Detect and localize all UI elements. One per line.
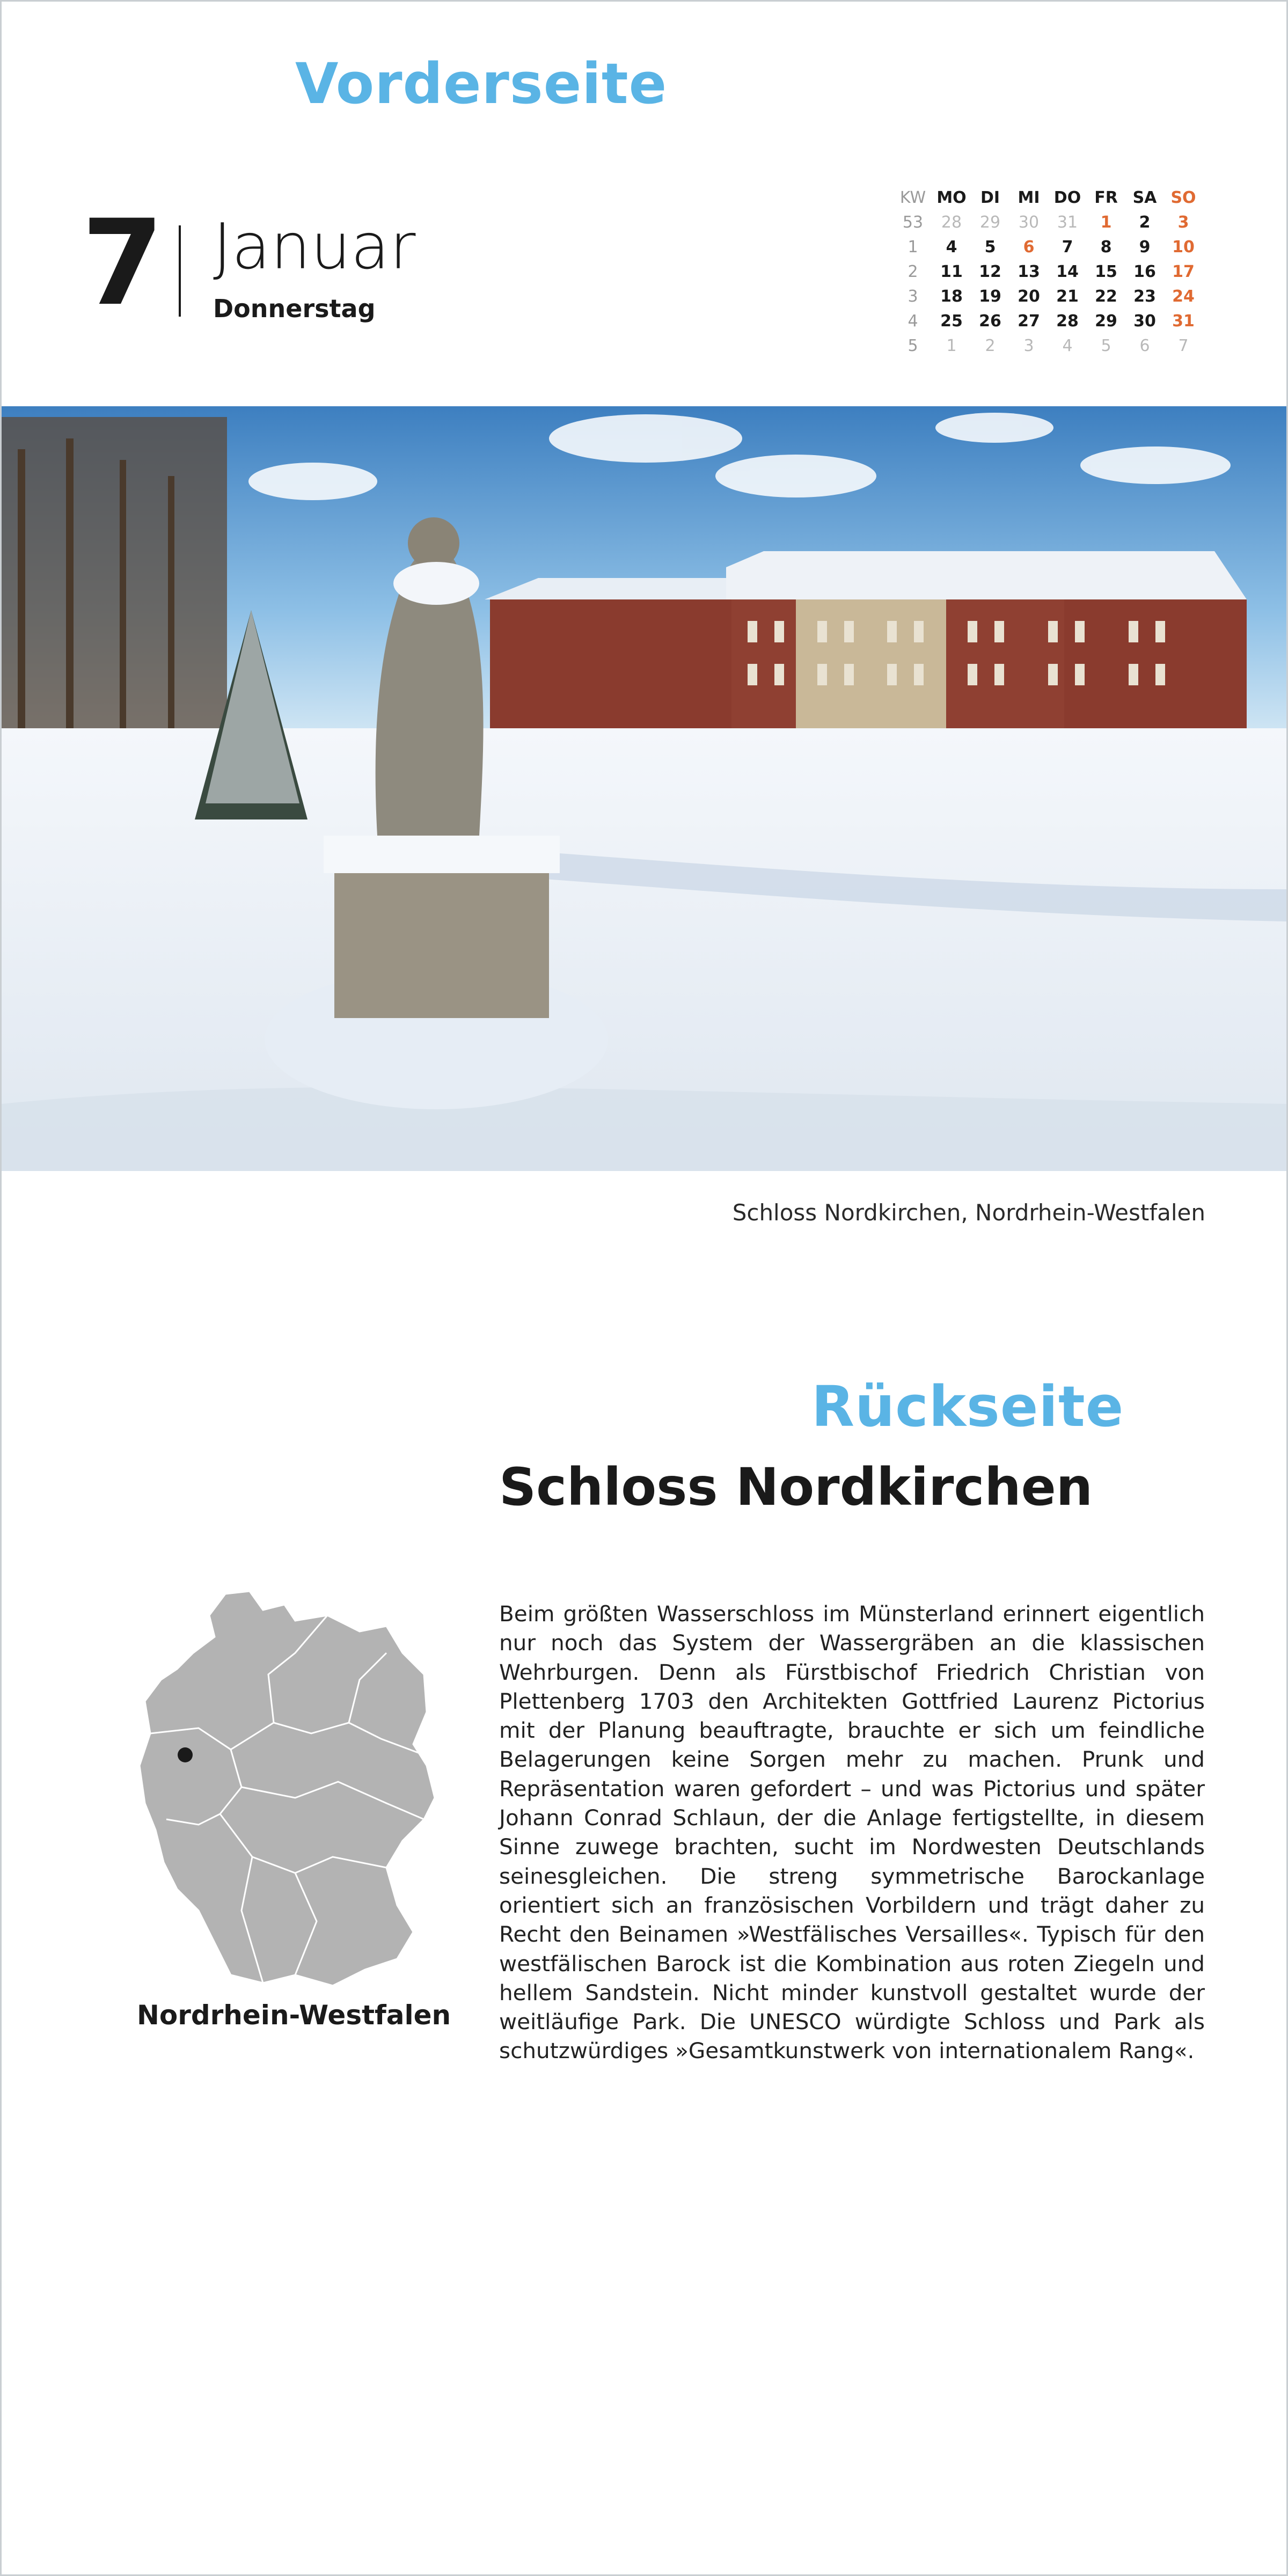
calendar-day: 7 [1178,336,1189,355]
calendar-week-row [894,333,1203,358]
calendar-header-so: SO [1170,188,1196,207]
calendar-day: 28 [941,213,962,232]
calendar-header-di: DI [980,188,1000,207]
calendar-day: 8 [1100,237,1112,257]
back-side-label: Rückseite [811,1374,1124,1439]
calendar-day: 6 [1023,237,1035,257]
calendar-week-number: 5 [908,336,918,355]
month-name: Januar [213,209,416,283]
calendar-header-do: DO [1053,188,1081,207]
calendar-day: 20 [1018,287,1040,306]
calendar-day: 2 [985,336,996,355]
calendar-week-number: 1 [908,237,918,257]
date-divider [179,225,181,317]
calendar-week-row [894,284,1203,309]
calendar-day: 30 [1018,213,1040,232]
calendar-day: 9 [1139,237,1151,257]
calendar-day: 18 [940,287,963,306]
calendar-day: 3 [1177,213,1189,232]
calendar-day: 11 [940,262,963,281]
calendar-day: 13 [1018,262,1040,281]
calendar-header-kw: KW [899,188,926,207]
article-body: Beim größten Wasserschloss im Münsterland erinnert eigentlich nur noch das System der Wassergräben an die klassischen Wehrburgen. Denn als Fürstbischof Friedrich Christian von Plettenberg 1703 den Architekten Gottfried Laurenz Pictorius mit der Planung beauftragte, brauchte er sich um feindliche Belagerungen keine Sorgen mehr zu machen. Prunk und Repräsentation waren gefordert – und was Pictorius und später Johann Conrad Schlaun, der die Anlage fertigstellte, in diesem Sinne zuwege brachten, sucht im Nordwesten Deutschlands seinesgleichen. Die streng symmetrische Barockanlage orientiert sich an französischen Vorbildern und trägt daher zu Recht den Beinamen »Westfälisches Versailles«. Typisch für den westfälischen Barock ist die Kombination aus roten Ziegeln und hellem Sandstein. Nicht minder kunstvoll gestaltet wurde der weitläufige Park. Die UNESCO würdigte Schloss und Park als schutzwürdiges »Gesamtkunstwerk von internationalem Rang«. [499,1601,1205,2064]
article-title: Schloss Nordkirchen [499,1457,1093,1517]
calendar-day: 10 [1172,237,1195,257]
calendar-day: 2 [1139,213,1151,232]
calendar-day: 15 [1095,262,1117,281]
calendar-header-fr: FR [1094,188,1118,207]
calendar-day: 14 [1056,262,1079,281]
calendar-day: 7 [1062,237,1073,257]
photo-caption: Schloss Nordkirchen, Nordrhein-Westfalen [732,1199,1205,1226]
calendar-day: 3 [1023,336,1034,355]
calendar-body [894,210,1203,358]
calendar-day: 1 [1100,213,1112,232]
calendar-day: 30 [1133,311,1156,331]
calendar-day: 23 [1133,287,1156,306]
calendar-day: 5 [1101,336,1111,355]
calendar-day: 29 [979,213,1001,232]
calendar-day: 21 [1056,287,1079,306]
calendar-week-row [894,210,1203,235]
germany-map [134,1589,435,1991]
calendar-day: 19 [979,287,1001,306]
tree-row [2,417,227,750]
calendar-day: 4 [1062,336,1073,355]
location-marker [178,1747,193,1762]
calendar-day: 29 [1095,311,1117,331]
calendar-week-number: 53 [902,213,924,232]
calendar-day: 22 [1095,287,1117,306]
calendar-day: 27 [1018,311,1040,331]
calendar-day: 26 [979,311,1001,331]
calendar-day: 25 [940,311,963,331]
castle-photo [2,406,1286,1171]
calendar-day: 1 [946,336,957,355]
calendar-week-number: 4 [908,311,918,331]
calendar-day: 31 [1172,311,1195,331]
mini-calendar [894,185,1203,358]
calendar-header-row [894,185,1203,210]
calendar-week-number: 2 [908,262,918,281]
day-number: 7 [82,194,164,332]
front-side-label: Vorderseite [295,51,668,116]
calendar-day: 28 [1056,311,1079,331]
weekday: Donnerstag [213,294,376,323]
germany-outline [140,1591,435,1986]
calendar-day: 16 [1133,262,1156,281]
calendar-day: 24 [1172,287,1195,306]
calendar-day: 31 [1057,213,1078,232]
calendar-week-row [894,235,1203,259]
calendar-week-number: 3 [908,287,918,306]
calendar-day: 12 [979,262,1001,281]
calendar-day: 6 [1139,336,1150,355]
calendar-header-mo: MO [936,188,967,207]
calendar-day: 17 [1172,262,1195,281]
calendar-header-mi: MI [1018,188,1040,207]
calendar-week-row [894,309,1203,333]
calendar-week-row [894,259,1203,284]
map-label: Nordrhein-Westfalen [137,2000,451,2031]
calendar-day: 5 [984,237,996,257]
calendar-day: 4 [946,237,957,257]
calendar-header-sa: SA [1132,188,1157,207]
